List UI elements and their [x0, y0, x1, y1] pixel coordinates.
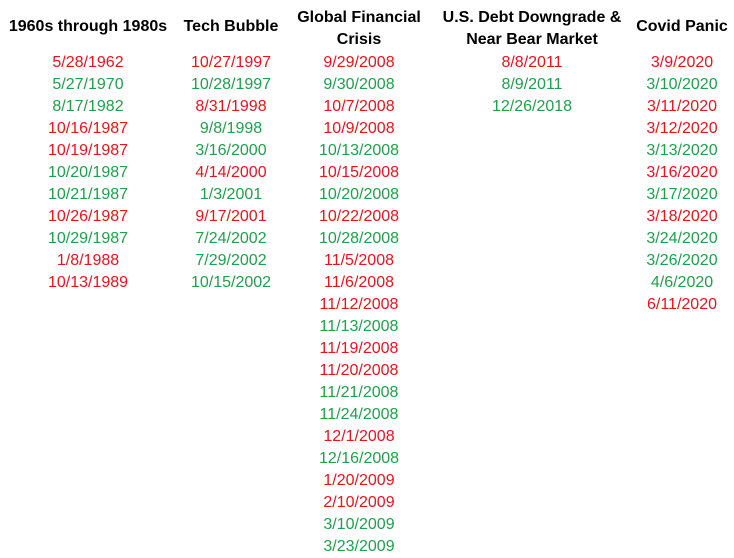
date-cell: 3/23/2009 [323, 538, 395, 555]
date-cell: 10/21/1987 [47, 186, 129, 203]
date-cell: 10/13/1989 [47, 274, 129, 291]
date-cell: 9/8/1998 [199, 120, 263, 137]
date-cell: 10/20/2008 [318, 186, 400, 203]
date-cell: 3/9/2020 [650, 54, 714, 71]
date-cell: 7/29/2002 [195, 252, 267, 269]
date-cell: 12/26/2018 [491, 98, 573, 115]
date-cell: 11/20/2008 [319, 362, 399, 379]
date-cell: 4/14/2000 [195, 164, 267, 181]
date-cell: 4/6/2020 [650, 274, 714, 291]
date-cell: 6/11/2020 [647, 296, 717, 313]
column-tech-bubble [176, 0, 286, 294]
column-values [634, 52, 730, 316]
date-cell: 1/20/2009 [323, 472, 395, 489]
date-cell: 12/1/2008 [323, 428, 395, 445]
column-header [432, 0, 632, 52]
column-global-financial-crisis [288, 0, 430, 558]
date-cell: 10/13/2008 [318, 142, 400, 159]
date-cell: 10/9/2008 [323, 120, 395, 137]
column-header [634, 0, 730, 52]
date-cell: 3/10/2020 [646, 76, 718, 93]
date-cell: 10/28/1997 [190, 76, 272, 93]
date-cell: 11/12/2008 [319, 296, 399, 313]
date-cell: 11/19/2008 [319, 340, 399, 357]
date-cell: 9/29/2008 [323, 54, 395, 71]
column-1960s-1980s [0, 0, 176, 294]
column-header-line-1: Global Financial [297, 9, 421, 26]
column-header [288, 0, 430, 52]
date-cell: 8/8/2011 [501, 54, 563, 71]
date-cell: 9/17/2001 [195, 208, 267, 225]
date-cell: 3/13/2020 [646, 142, 718, 159]
date-cell: 10/15/2008 [318, 164, 400, 181]
date-cell: 2/10/2009 [323, 494, 395, 511]
date-cell: 10/22/2008 [318, 208, 400, 225]
date-cell: 10/15/2002 [190, 274, 272, 291]
date-cell: 9/30/2008 [323, 76, 395, 93]
date-cell: 10/7/2008 [323, 98, 395, 115]
column-covid-panic [634, 0, 730, 316]
date-cell: 10/26/1987 [47, 208, 129, 225]
column-header-line-2: Crisis [336, 31, 382, 48]
date-cell: 3/26/2020 [646, 252, 718, 269]
date-cell: 8/31/1998 [195, 98, 267, 115]
date-cell: 11/13/2008 [319, 318, 399, 335]
date-cell: 8/9/2011 [501, 76, 563, 93]
date-cell: 10/29/1987 [47, 230, 129, 247]
date-cell: 3/24/2020 [646, 230, 718, 247]
column-values [432, 52, 632, 118]
column-values [176, 52, 286, 294]
date-cell: 5/28/1962 [52, 54, 124, 71]
date-cell: 8/17/1982 [52, 98, 124, 115]
date-cell: 3/11/2020 [647, 98, 717, 115]
date-cell: 1/3/2001 [199, 186, 263, 203]
date-cell: 3/16/2020 [646, 164, 718, 181]
date-cell: 10/27/1997 [190, 54, 272, 71]
date-cell: 7/24/2002 [195, 230, 267, 247]
column-values [0, 52, 176, 294]
column-header [176, 0, 286, 52]
column-values [288, 52, 430, 558]
date-cell: 3/18/2020 [646, 208, 718, 225]
date-cell: 11/24/2008 [319, 406, 399, 423]
column-header-line-1: U.S. Debt Downgrade & [442, 9, 622, 26]
date-cell: 3/10/2009 [323, 516, 395, 533]
date-cell: 3/17/2020 [646, 186, 718, 203]
date-cell: 10/20/1987 [47, 164, 129, 181]
date-cell: 10/19/1987 [47, 142, 129, 159]
column-header-label: 1960s through 1980s [8, 18, 168, 35]
column-header-line-2: Near Bear Market [466, 31, 598, 48]
date-cell: 11/5/2008 [324, 252, 394, 269]
date-cell: 3/12/2020 [646, 120, 718, 137]
date-cell: 11/6/2008 [324, 274, 394, 291]
date-cell: 1/8/1988 [56, 252, 120, 269]
column-header-label: Tech Bubble [183, 18, 279, 35]
date-cell: 5/27/1970 [52, 76, 124, 93]
date-cell: 3/16/2000 [195, 142, 267, 159]
date-cell: 10/16/1987 [47, 120, 129, 137]
column-us-debt-downgrade [432, 0, 632, 118]
date-cell: 12/16/2008 [318, 450, 400, 467]
column-header-label: Covid Panic [636, 18, 728, 35]
date-cell: 11/21/2008 [319, 384, 399, 401]
date-cell: 10/28/2008 [318, 230, 400, 247]
column-header [0, 0, 176, 52]
